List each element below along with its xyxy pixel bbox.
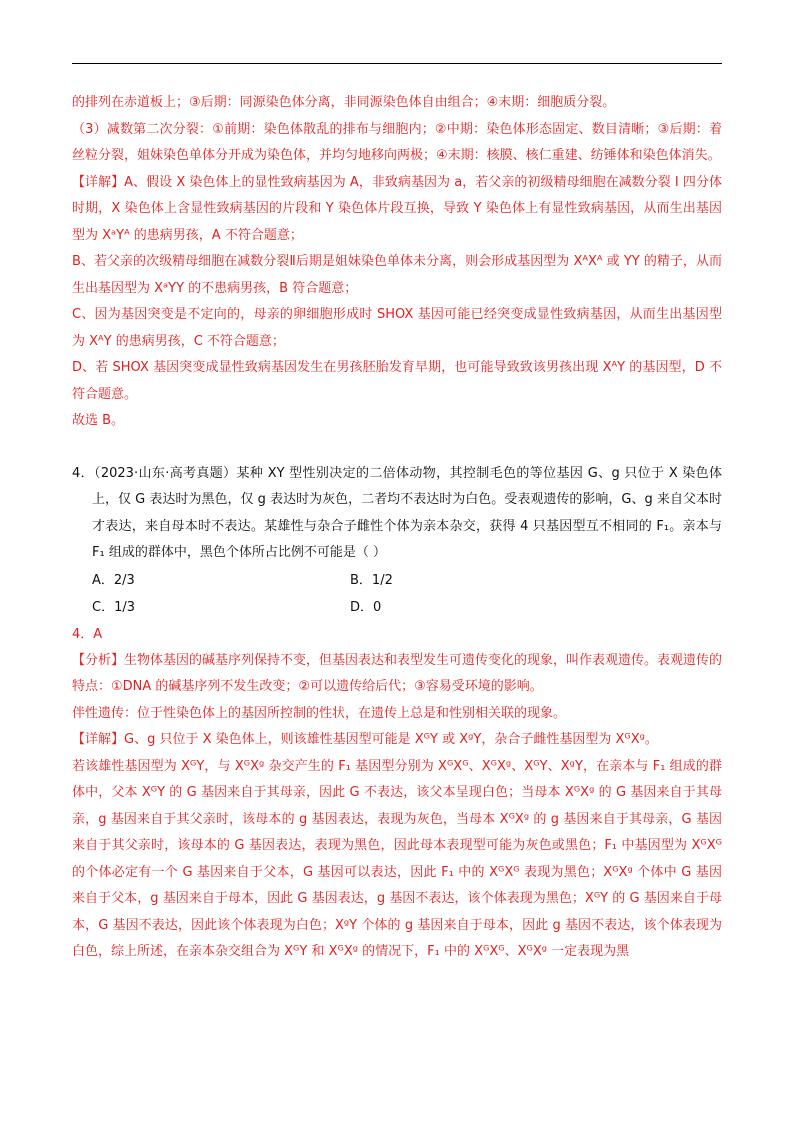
detail-4b: 若该雄性基因型为 XᴳY，与 XᴳXᵍ 杂交产生的 F₁ 基因型分别为 XᴳXᴳ、XᴳXᵍ、XᴳY、XᵍY，在亲本与 F₁ 组成的群体中，父本 XᴳY 的 G 基因来自于其母亲，因此 G 不表达，该父本呈现白色；当母本 XᴳXᵍ 的 G 基因来自于其母亲，g 基因来自于其父亲时，该母本的 g 基因表达，表现为灰色，当母本 XᴳXᵍ 的 g 基因来自于其母亲，G 基因来自于其父亲时，该母本的 G 基因表达，表现为黑色，因此母本表现型可能为灰色或黑色；F₁ 中基因型为 XᴳXᴳ 的个体必定有一个 G 基因来自于父本，G 基因可以表达，因此 F₁ 中的 XᴳXᴳ 表现为黑色；XᴳXᵍ 个体中 G 基因来自于父本，g 基因来自于母本，因此 G 基因表达，g 基因不表达，该个体表现为黑色；XᴳY 的 G 基因来自于母本，G 基因不表达，因此该个体表现为白色；XᵍY 个体的 g 基因来自于母本，因此 g 基因不表达，该个体表现为白色，综上所述，在亲本杂交组合为 XᴳY 和 XᴳXᵍ 的情况下，F₁ 中的 XᴳXᴳ、XᴳXᵍ 一定表现为黑 [72,758,722,959]
meiosis2-text: （3）减数第二次分裂：①前期：染色体散乱的排布与细胞内；②中期：染色体形态固定、数目清晰；③后期：着丝粒分裂，姐妹染色单体分开成为染色体，并均匀地移向两极；④末期：核膜、核仁重建、纺锤体和染色体消失。 [72,121,722,163]
question-4-options-row2 [92,594,722,621]
q3-detail-b: B、若父亲的次级精母细胞在减数分裂Ⅱ后期是姐妹染色单体未分离，则会形成基因型为 XᴬXᴬ 或 YY 的精子，从而生出基因型为 XᵃYY 的不患病男孩，B 符合题意； [72,254,722,296]
meiosis1-tail-text: 的排列在赤道板上；③后期：同源染色体分离，非同源染色体自由组合；④末期：细胞质分裂。 [72,95,616,110]
spacer [72,435,722,461]
document-body [72,90,722,966]
analysis-4a: 【分析】生物体基因的碱基序列保持不变，但基因表达和表型发生可遗传变化的现象，叫作表观遗传。表观遗传的特点：①DNA 的碱基序列不发生改变；②可以遗传给后代；③容易受环境的影响。 [72,652,723,694]
q3-detail-c: C、因为基因突变是不定向的，母亲的卵细胞形成时 SHOX 基因可能已经突变成显性致病基因，从而生出基因型为 XᴬY 的患病男孩，C 不符合题意； [72,307,722,349]
answer-4: 4．A [72,626,103,642]
q3-detail-a: 【详解】A、假设 X 染色体上的显性致病基因为 A，非致病基因为 a，若父亲的初级精母细胞在减数分裂 I 四分体时期，X 染色体上含显性致病基因的片段和 Y 染色体片段互换，导致 Y 染色体上有显性致病基因，从而生出基因型为 XᵃYᴬ 的患病男孩，A 不符合题意； [72,174,722,243]
option-c: C．1/3 [92,599,135,615]
question-4-options-row1 [92,567,722,594]
option-d: D．0 [350,599,382,615]
option-a: A．2/3 [92,572,135,588]
detail-4a: 【详解】G、g 只位于 X 染色体上，则该雄性基因型可能是 XᴳY 或 XᵍY，杂合子雌性基因型为 XᴳXᵍ。 [72,732,658,747]
analysis-4b: 伴性遗传：位于性染色体上的基因所控制的性状，在遗传上总是和性别相关联的现象。 [72,705,567,721]
q3-detail-d: D、若 SHOX 基因突变成显性致病基因发生在男孩胚胎发育早期，也可能导致致该男孩出现 XᴬY 的基因型，D 不符合题意。 [72,360,722,402]
q3-conclusion: 故选 B。 [72,413,125,428]
question-4-stem: 4．（2023·山东·高考真题）某种 XY 型性别决定的二倍体动物，其控制毛色的等位基因 G、g 只位于 X 染色体上，仅 G 表达时为黑色，仅 g 表达时为灰色，二者均不表达时为白色。受表观遗传的影响，G、g 来自父本时才表达，来自母本时不表达。某雄性与杂合子雌性个体为亲本杂交，获得 4 只基因型互不相同的 F₁。亲本与 F₁ 组成的群体中，黑色个体所占比例不可能是（ ） [72,465,722,560]
option-b: B．1/2 [350,572,393,588]
header-rule [72,63,722,64]
